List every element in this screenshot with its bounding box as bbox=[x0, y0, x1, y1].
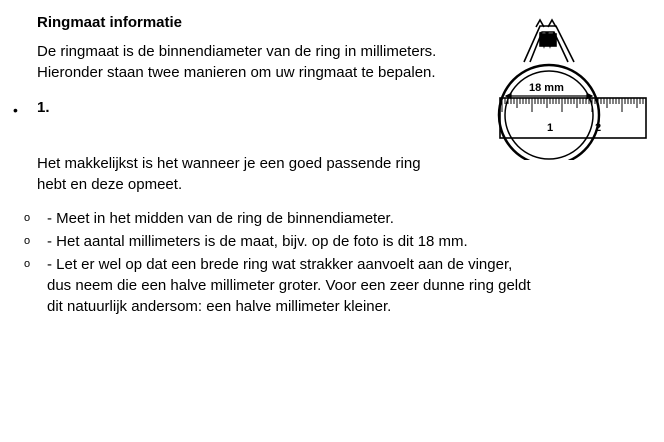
intro-line: Hieronder staan twee manieren om uw ringmaat te bepalen. bbox=[37, 64, 436, 81]
list-item-line: dit natuurlijk andersom: een halve millimeter kleiner. bbox=[47, 298, 392, 315]
ruler bbox=[500, 98, 646, 138]
ruler-number-1: 1 bbox=[547, 122, 554, 134]
paragraph-line: hebt en deze opmeet. bbox=[37, 176, 183, 193]
list-item-line: - Let er wel op dat een brede ring wat strakker aanvoelt aan de vinger, bbox=[47, 256, 513, 273]
ring-setting bbox=[524, 20, 574, 62]
bullet-marker: • bbox=[13, 102, 18, 118]
list-marker: o bbox=[24, 258, 31, 270]
intro-line: De ringmaat is de binnendiameter van de ring in millimeters. bbox=[37, 43, 437, 60]
measure-label: 18 mm bbox=[529, 82, 564, 94]
list-marker: o bbox=[24, 235, 31, 247]
ruler-number-2: 2 bbox=[595, 122, 602, 134]
intro-text bbox=[37, 41, 507, 83]
list-marker: o bbox=[24, 212, 31, 224]
page-title: Ringmaat informatie bbox=[37, 14, 183, 31]
list-item-text: - Het aantal millimeters is de maat, bijv. op de foto is dit 18 mm. bbox=[47, 233, 468, 250]
paragraph-line: Het makkelijkst is het wanneer je een goed passende ring bbox=[37, 155, 421, 172]
ring-measure-illustration bbox=[496, 18, 648, 160]
list-item-text bbox=[47, 254, 531, 317]
step-paragraph bbox=[37, 153, 421, 195]
list-item-line: dus neem die een halve millimeter groter. Voor een zeer dunne ring geldt bbox=[47, 277, 531, 294]
list-item-text: - Meet in het midden van de ring de binnendiameter. bbox=[47, 210, 394, 227]
ring-outer bbox=[499, 65, 602, 160]
step-number: 1. bbox=[37, 99, 50, 116]
